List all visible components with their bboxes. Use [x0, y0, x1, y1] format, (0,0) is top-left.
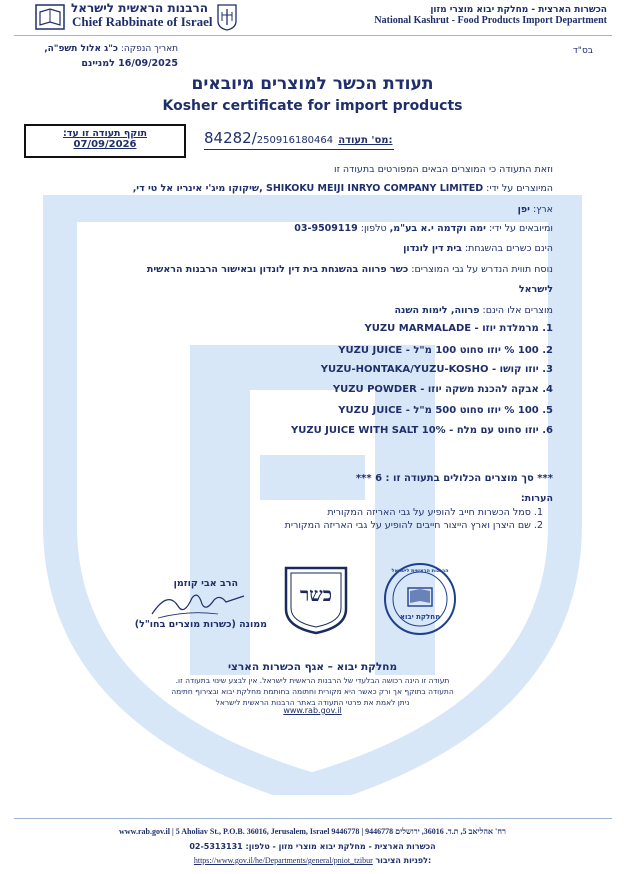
dept-block-link-row [0, 706, 625, 715]
dept-block-line-3: ניתן לאמת את פרטי התעודה באתר הרבנות הראשית לישראל [215, 698, 410, 707]
validity-date: 07/09/2026 [73, 139, 137, 150]
certificate-number [204, 128, 392, 147]
product-item-3: 3. יוזו קושו - YUZU-HONTAKA/YUZU-KOSHO [320, 364, 553, 375]
notes-title: הערות: [520, 493, 553, 504]
intro-line: וזאת התעודה כי המוצרים הבאים המפורטים בתעודה זו [334, 164, 553, 175]
note-item-1: 1. סמל הכשרות חייב להופיע על גבי האריזה המקורית [327, 507, 543, 518]
issue-date-hebrew: כ"ג אלול תשפ"ה, [44, 44, 118, 54]
label-text-line: נוסח תווית הנדרש על גבי המוצרים: כשר פרווה בהשגחת בית דין לונדון ובאישור הרבנות הראשית [146, 264, 553, 275]
note-item-2: 2. שם היצרן וארץ הייצור חייבים להופיע על גבי האריזה המקורית [284, 520, 543, 531]
label-text-continued: לישראל [518, 284, 553, 295]
signatory-role: ממונה (כשרות מוצרים בחו"ל) [134, 619, 267, 630]
kosher-stamp-text: כשר [299, 584, 333, 606]
product-item-6: 6. יוזו סחוט עם מלח - YUZU JUICE WITH SALT 10% [290, 425, 553, 436]
rab-website-link[interactable]: www.rab.gov.il [283, 706, 342, 715]
cert-number-big: 84282/ [204, 129, 257, 147]
rabbinate-logo-icon [35, 4, 65, 30]
importer-line: ומיובאים על ידי: ימה וקדמה י.א בע"מ, טלפון: 03-9509119 [294, 223, 553, 234]
cert-underline [204, 149, 394, 150]
state-emblem-icon [216, 3, 238, 31]
product-item-2: 2. 100 % יוזו סחוט 100 מ"ל - YUZU JUICE [338, 345, 553, 356]
footer-public-inquiries [0, 856, 625, 865]
bsd-mark: בס"ד [572, 46, 593, 56]
seal-bottom-text: מחלקת יבוא [399, 613, 441, 621]
signatory-name: הרב אבי קוזמן [173, 578, 238, 589]
product-item-1: 1. מרמלדת יוזו - YUZU MARMALADE [364, 323, 553, 334]
seal-top-text: הרבנות הראשית לישראל [391, 568, 449, 574]
dept-name-en: National Kashrut - Food Products Import Department [374, 15, 607, 26]
supervision-line: הינם כשרים בהשגחת: בית דין לונדון [403, 243, 553, 254]
dept-block-line-1: תעודה זו הינה רכושה הבלעדי של הרבנות הראשית לישראל. אין לבצע שינוי בתעודה זו. [175, 676, 450, 685]
signature [148, 588, 248, 620]
dept-name-he: הכשרות הארצית - מחלקת יבוא מוצרי מזון [430, 5, 607, 15]
public-inquiries-label: לפניות הציבור: [375, 856, 432, 865]
footer-phone-line: הכשרות הארצית - מחלקת יבוא מוצרי מזון - טלפון: 02-5313131 [189, 842, 436, 851]
country-line: ארץ: יפן [517, 204, 553, 215]
validity-label: תוקף תעודה זו עד: [62, 128, 148, 139]
dept-block-line-2: התעודה בתוקף אך ורק כאשר היא מקורית וחתומה בחותמת מחלקת יבוא ובצירוף חתימה [171, 687, 454, 696]
org-name-en: Chief Rabbinate of Israel [72, 14, 213, 29]
footer-address: www.rab.gov.il | 5 Aholiav St., P.O.B. 36016, Jerusalem, Israel 9446778 | 9446778 רח' אהליאב 5, ת.ד. 36016, ירושלים [119, 827, 506, 836]
title-english: Kosher certificate for import products [162, 98, 463, 114]
producer-line: המיוצרים על ידי: SHIKOKU MEIJI INRYO COMPANY LIMITED ,שיקוקו מיג'י אינריו אל טי די, [132, 183, 553, 194]
public-inquiries-link[interactable]: https://www.gov.il/he/Departments/general/pniot_tzibur [193, 856, 373, 865]
header-divider [14, 35, 612, 36]
validity-box [24, 124, 186, 158]
header [0, 0, 625, 36]
issue-date-gregorian: 16/09/2025 למניינם [81, 58, 178, 69]
org-name-he: הרבנות הראשית לישראל [70, 1, 208, 15]
title-hebrew: תעודת הכשר למוצרים מיובאים [191, 74, 434, 94]
product-item-4: 4. אבקה להכנת משקה יוזו - YUZU POWDER [332, 384, 553, 395]
dept-block-title: מחלקת יבוא – אגף הכשרות הארצי [227, 661, 398, 673]
footer-divider [14, 818, 612, 819]
issue-date [18, 44, 178, 54]
product-item-5: 5. 100 % יוזו סחוט 500 מ"ל - YUZU JUICE [338, 405, 553, 416]
cert-number-label: מס' תעודה: [338, 135, 393, 146]
total-products: *** סך מוצרים הכלולים בתעודה זו : 6 *** [355, 473, 553, 484]
issue-date-label: תאריך הנפקה: [120, 44, 178, 54]
cert-number-small: 250916180464 [256, 135, 334, 146]
products-type-line: מוצרים אלו הינם: פרווה, לימות השנה [394, 305, 553, 316]
